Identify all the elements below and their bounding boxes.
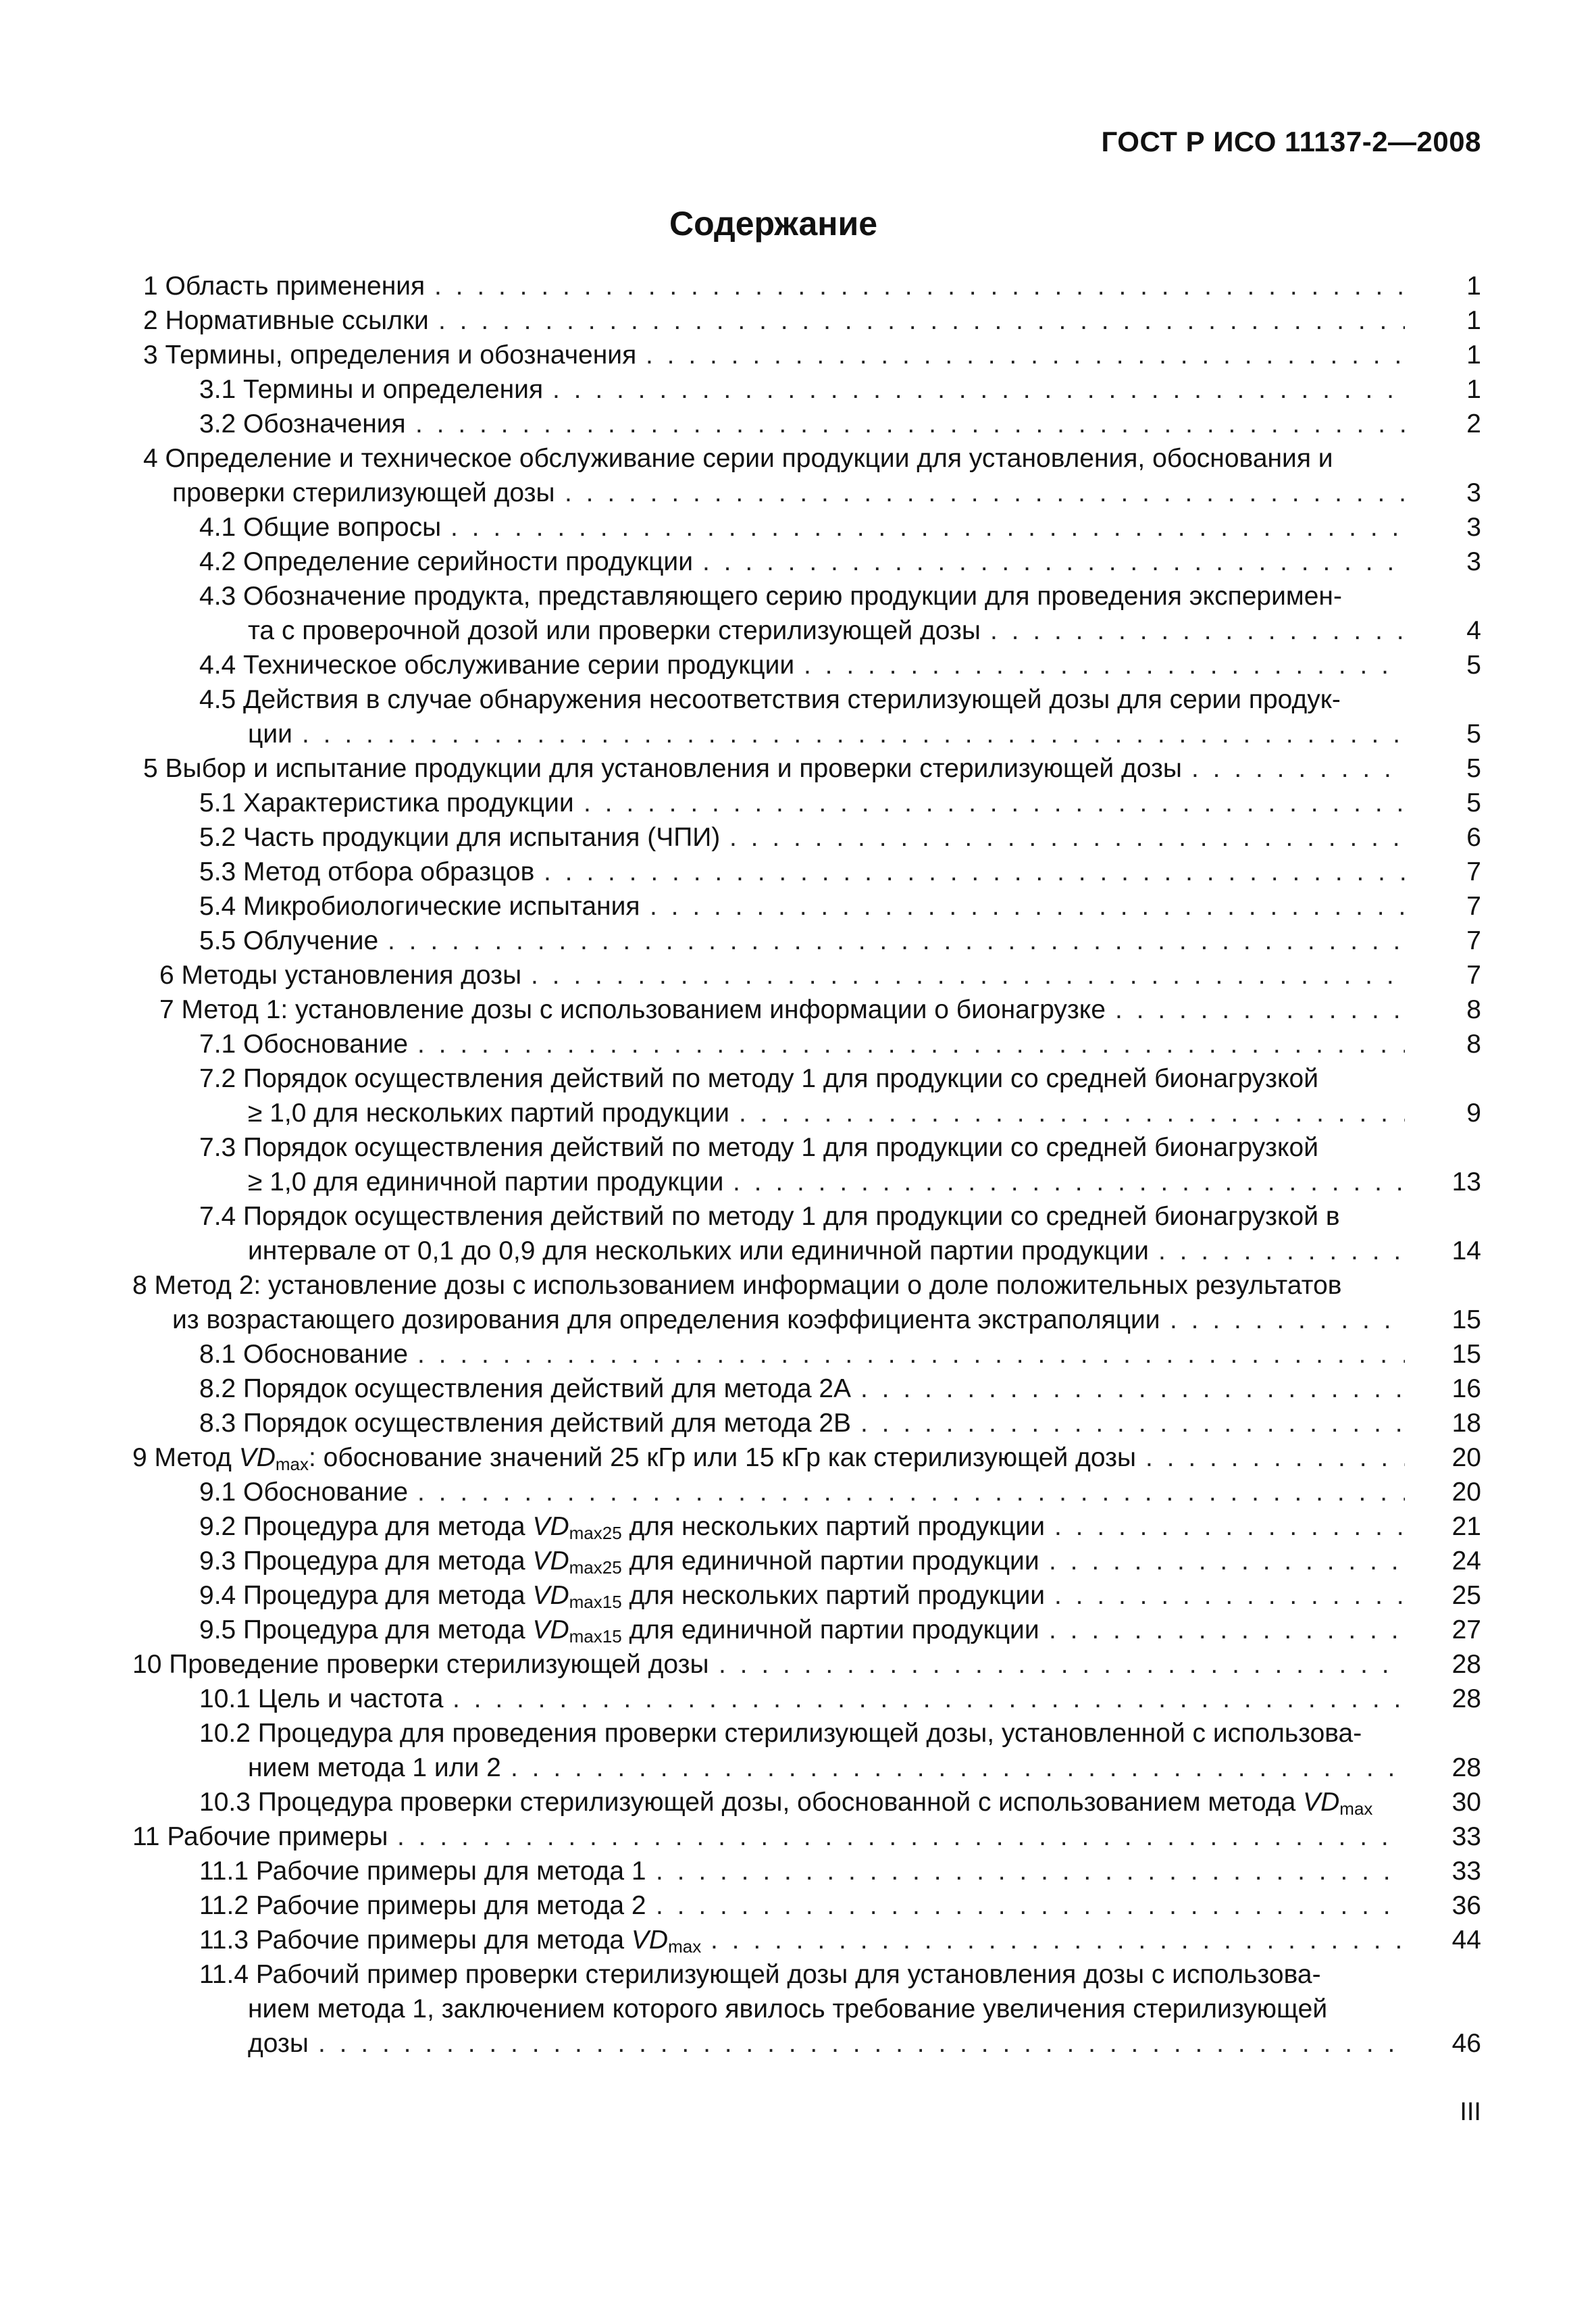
- dot-leader: [434, 269, 1405, 303]
- toc-entry-page: 1: [1466, 375, 1481, 404]
- toc-entry-page: 33: [1451, 1857, 1481, 1886]
- dot-leader: [453, 1682, 1405, 1716]
- toc-entry-title: 9.5 Процедура для метода $VD_{max15}$ для единичной партии продукции: [199, 1615, 1039, 1646]
- toc-entry[interactable]: [0, 407, 1596, 441]
- toc-entry[interactable]: [0, 1957, 1596, 1992]
- toc-entry[interactable]: [0, 648, 1596, 682]
- toc-entry[interactable]: [0, 1337, 1596, 1372]
- toc-entry-page: 7: [1466, 857, 1481, 886]
- page-number: III: [1460, 2098, 1481, 2126]
- toc-entry-title: ции: [248, 720, 292, 749]
- dot-leader: [415, 407, 1405, 441]
- toc-entry-page: 1: [1466, 306, 1481, 335]
- dot-leader: [711, 1923, 1405, 1957]
- toc-entry[interactable]: [0, 717, 1596, 751]
- dot-leader: [646, 338, 1405, 372]
- toc-entry-title: из возрастающего дозирования для определения коэффициента экстраполяции: [172, 1305, 1160, 1334]
- toc-entry-page: 3: [1466, 478, 1481, 507]
- dot-leader: [702, 545, 1405, 579]
- dot-leader: [1158, 1234, 1405, 1268]
- toc-entry-page: 6: [1466, 823, 1481, 852]
- toc-entry[interactable]: [0, 1992, 1596, 2026]
- toc-entry-page: 21: [1451, 1512, 1481, 1541]
- toc-entry-title: 11.1 Рабочие примеры для метода 1: [199, 1857, 646, 1886]
- toc-entry-title: 3 Термины, определения и обозначения: [143, 341, 637, 370]
- dot-leader: [552, 372, 1405, 407]
- toc-entry-page: 24: [1451, 1546, 1481, 1576]
- toc-entry-page: 3: [1466, 513, 1481, 542]
- dot-leader: [318, 2026, 1405, 2061]
- toc-entry[interactable]: [0, 1165, 1596, 1199]
- toc-entry-title: 3.2 Обозначения: [199, 409, 406, 438]
- toc-entry[interactable]: [0, 1509, 1596, 1544]
- toc-entry[interactable]: [0, 1268, 1596, 1303]
- toc-entry[interactable]: [0, 1923, 1596, 1957]
- toc-entry[interactable]: [0, 476, 1596, 510]
- toc-entry[interactable]: [0, 1096, 1596, 1130]
- toc-entry-title: 9 Метод $VD_{max}$: обоснование значений 25 кГр или 15 кГр как стерилизующей дозы: [132, 1443, 1136, 1474]
- toc-entry-title: 5.1 Характеристика продукции: [199, 788, 574, 818]
- toc-entry-title: ≥ 1,0 для единичной партии продукции: [248, 1167, 724, 1197]
- dot-leader: [860, 1372, 1405, 1406]
- dot-leader: [565, 476, 1405, 510]
- toc-entry-title: 4.5 Действия в случае обнаружения несоответствия стерилизующей дозы для серии продук-: [199, 685, 1341, 714]
- dot-leader: [531, 958, 1405, 992]
- toc-entry[interactable]: [0, 1372, 1596, 1406]
- toc-entry-page: 28: [1451, 1753, 1481, 1782]
- toc-entry-title: 5.2 Часть продукции для испытания (ЧПИ): [199, 823, 721, 852]
- toc-entry[interactable]: [0, 1406, 1596, 1440]
- toc-entry-page: 7: [1466, 926, 1481, 955]
- toc-entry-title: 10.2 Процедура для проведения проверки стерилизующей дозы, установленной с использова-: [199, 1719, 1362, 1748]
- dot-leader: [739, 1096, 1405, 1130]
- dot-leader: [990, 613, 1405, 648]
- toc-entry-page: 18: [1451, 1409, 1481, 1438]
- toc-entry[interactable]: [0, 1578, 1596, 1613]
- toc-entry-page: 3: [1466, 547, 1481, 576]
- toc-entry[interactable]: [0, 1061, 1596, 1096]
- dot-leader: [1115, 992, 1405, 1027]
- toc-entry[interactable]: [0, 269, 1596, 303]
- toc-entry[interactable]: [0, 338, 1596, 372]
- toc-entry[interactable]: [0, 1613, 1596, 1647]
- toc-entry-page: 5: [1466, 720, 1481, 749]
- toc-entry-title: 7.4 Порядок осуществления действий по методу 1 для продукции со средней бионагрузкой в: [199, 1202, 1340, 1231]
- toc-entry-page: 28: [1451, 1684, 1481, 1713]
- toc-entry-title: 4.3 Обозначение продукта, представляющего серию продукции для проведения эксперимен-: [199, 582, 1342, 611]
- dot-leader: [1145, 1440, 1405, 1475]
- toc-entry[interactable]: [0, 1682, 1596, 1716]
- toc-entry[interactable]: [0, 441, 1596, 476]
- toc-entry[interactable]: [0, 1027, 1596, 1061]
- toc-entry-page: 1: [1466, 341, 1481, 370]
- dot-leader: [1191, 751, 1405, 786]
- toc-entry-page: 13: [1451, 1167, 1481, 1197]
- toc-entry-title: 7.3 Порядок осуществления действий по методу 1 для продукции со средней бионагрузкой: [199, 1133, 1319, 1162]
- toc-entry[interactable]: [0, 1888, 1596, 1923]
- dot-leader: [804, 648, 1405, 682]
- toc-entry-page: 7: [1466, 892, 1481, 921]
- dot-leader: [544, 855, 1405, 889]
- toc-entry-title: 7.2 Порядок осуществления действий по методу 1 для продукции со средней бионагрузкой: [199, 1064, 1319, 1093]
- dot-leader: [656, 1888, 1405, 1923]
- toc-entry-page: 30: [1451, 1788, 1481, 1817]
- toc-entry[interactable]: [0, 372, 1596, 407]
- toc-entry-title: 10.1 Цель и частота: [199, 1684, 444, 1713]
- toc-entry-title: 3.1 Термины и определения: [199, 375, 544, 404]
- toc-entry[interactable]: [0, 1234, 1596, 1268]
- dot-leader: [417, 1027, 1405, 1061]
- toc-entry[interactable]: [0, 786, 1596, 820]
- toc-entry-title: 5 Выбор и испытание продукции для установления и проверки стерилизующей дозы: [143, 754, 1182, 783]
- toc-entry-title: 6 Методы установления дозы: [159, 961, 522, 990]
- dot-leader: [860, 1406, 1405, 1440]
- toc-entry-title: 9.1 Обоснование: [199, 1478, 409, 1507]
- dot-leader: [1049, 1613, 1405, 1647]
- toc-entry-title: 9.2 Процедура для метода $VD_{max25}$ для нескольких партий продукции: [199, 1512, 1046, 1543]
- toc-entry[interactable]: [0, 682, 1596, 717]
- toc-entry[interactable]: [0, 1854, 1596, 1888]
- toc-entry[interactable]: [0, 958, 1596, 992]
- toc-entry-page: 46: [1451, 2029, 1481, 2058]
- toc-entry-title: 7.1 Обоснование: [199, 1030, 409, 1059]
- toc-entry-page: 27: [1451, 1615, 1481, 1644]
- toc-entry-page: 36: [1451, 1891, 1481, 1920]
- toc-entry-page: 7: [1466, 961, 1481, 990]
- toc-entry-title: 11 Рабочие примеры: [132, 1822, 388, 1851]
- toc-entry-title: 4.2 Определение серийности продукции: [199, 547, 694, 576]
- dot-leader: [656, 1854, 1405, 1888]
- toc-entry-title: 4.4 Техническое обслуживание серии продукции: [199, 651, 795, 680]
- toc-entry-page: 33: [1451, 1822, 1481, 1851]
- toc-entry-title: 1 Область применения: [143, 272, 426, 301]
- dot-leader: [388, 924, 1405, 958]
- toc-entry[interactable]: [0, 992, 1596, 1027]
- toc-entry[interactable]: [0, 545, 1596, 579]
- toc-entry-title: нием метода 1 или 2: [248, 1753, 501, 1782]
- toc-entry-page: 16: [1451, 1374, 1481, 1403]
- dot-leader: [650, 889, 1405, 924]
- toc-entry[interactable]: [0, 855, 1596, 889]
- page-title: Содержание: [669, 205, 878, 243]
- toc-entry-page: 15: [1451, 1305, 1481, 1334]
- toc-entry-title: ≥ 1,0 для нескольких партий продукции: [248, 1099, 729, 1128]
- toc-entry-title: 5.5 Облучение: [199, 926, 379, 955]
- toc-entry[interactable]: [0, 1303, 1596, 1337]
- toc-entry-title: 9.4 Процедура для метода $VD_{max15}$ для нескольких партий продукции: [199, 1581, 1046, 1612]
- toc-entry-page: 5: [1466, 754, 1481, 783]
- toc-entry[interactable]: [0, 1716, 1596, 1751]
- toc-entry-title: нием метода 1, заключением которого явилось требование увеличения стерилизующей: [248, 1994, 1328, 2023]
- toc-entry-page: 9: [1466, 1099, 1481, 1128]
- toc-entry-title: 5.4 Микробиологические испытания: [199, 892, 640, 921]
- toc-entry[interactable]: [0, 1199, 1596, 1234]
- toc-entry-title: 11.2 Рабочие примеры для метода 2: [199, 1891, 646, 1920]
- toc-entry-title: проверки стерилизующей дозы: [172, 478, 555, 507]
- toc-entry-title: 9.3 Процедура для метода $VD_{max25}$ для единичной партии продукции: [199, 1546, 1039, 1578]
- toc-entry-title: 5.3 Метод отбора образцов: [199, 857, 535, 886]
- toc-entry-title: интервале от 0,1 до 0,9 для нескольких или единичной партии продукции: [248, 1236, 1149, 1265]
- toc-entry-title: 8 Метод 2: установление дозы с использованием информации о доле положительных результатов: [132, 1271, 1342, 1300]
- table-of-contents: [0, 269, 1596, 2061]
- toc-entry-page: 20: [1451, 1443, 1481, 1472]
- dot-leader: [417, 1337, 1405, 1372]
- dot-leader: [729, 820, 1405, 855]
- toc-entry-page: 15: [1451, 1340, 1481, 1369]
- dot-leader: [1054, 1509, 1405, 1544]
- toc-entry[interactable]: [0, 510, 1596, 545]
- toc-entry-page: 5: [1466, 788, 1481, 818]
- toc-entry[interactable]: [0, 2026, 1596, 2061]
- toc-entry-title: 7 Метод 1: установление дозы с использованием информации о бионагрузке: [159, 995, 1106, 1024]
- dot-leader: [511, 1751, 1405, 1785]
- dot-leader: [302, 717, 1405, 751]
- dot-leader: [584, 786, 1405, 820]
- toc-entry-page: 8: [1466, 1030, 1481, 1059]
- toc-entry-title: 2 Нормативные ссылки: [143, 306, 429, 335]
- toc-entry[interactable]: [0, 820, 1596, 855]
- toc-entry-title: 8.2 Порядок осуществления действий для метода 2А: [199, 1374, 852, 1403]
- toc-entry-page: 5: [1466, 651, 1481, 680]
- document-id: ГОСТ Р ИСО 11137-2—2008: [1101, 126, 1481, 157]
- toc-entry[interactable]: [0, 1819, 1596, 1854]
- toc-entry[interactable]: [0, 1440, 1596, 1475]
- toc-entry-page: 44: [1451, 1926, 1481, 1955]
- toc-entry-title: 8.3 Порядок осуществления действий для метода 2В: [199, 1409, 852, 1438]
- toc-entry[interactable]: [0, 1647, 1596, 1682]
- toc-entry-title: 11.4 Рабочий пример проверки стерилизующей дозы для установления дозы с использова-: [199, 1960, 1321, 1989]
- toc-entry-title: 8.1 Обоснование: [199, 1340, 409, 1369]
- dot-leader: [451, 510, 1405, 545]
- toc-entry-page: 25: [1451, 1581, 1481, 1610]
- toc-entry[interactable]: [0, 1544, 1596, 1578]
- toc-entry-title: 4 Определение и техническое обслуживание серии продукции для установления, обоснования и: [143, 444, 1333, 473]
- toc-entry-title: 10 Проведение проверки стерилизующей дозы: [132, 1650, 709, 1679]
- toc-entry-page: 2: [1466, 409, 1481, 438]
- toc-entry-title: та с проверочной дозой или проверки стерилизующей дозы: [248, 616, 981, 645]
- toc-entry[interactable]: [0, 889, 1596, 924]
- toc-entry-title: 4.1 Общие вопросы: [199, 513, 442, 542]
- toc-entry-page: 1: [1466, 272, 1481, 301]
- toc-entry-title: 10.3 Процедура проверки стерилизующей дозы, обоснованной с использованием метода $VD_{max}$: [199, 1788, 1373, 1819]
- toc-entry-page: 20: [1451, 1478, 1481, 1507]
- toc-entry[interactable]: [0, 1130, 1596, 1165]
- toc-entry[interactable]: [0, 1475, 1596, 1509]
- toc-entry[interactable]: [0, 1751, 1596, 1785]
- dot-leader: [417, 1475, 1405, 1509]
- dot-leader: [397, 1819, 1405, 1854]
- toc-entry[interactable]: [0, 751, 1596, 786]
- toc-entry[interactable]: [0, 924, 1596, 958]
- dot-leader: [438, 303, 1405, 338]
- toc-entry-title: 11.3 Рабочие примеры для метода $VD_{max}$: [199, 1926, 702, 1957]
- dot-leader: [719, 1647, 1405, 1682]
- toc-entry[interactable]: [0, 1785, 1596, 1819]
- dot-leader: [1054, 1578, 1405, 1613]
- toc-entry-page: 4: [1466, 616, 1481, 645]
- dot-leader: [733, 1165, 1405, 1199]
- toc-entry-title: дозы: [248, 2029, 309, 2058]
- dot-leader: [1170, 1303, 1405, 1337]
- toc-entry[interactable]: [0, 613, 1596, 648]
- toc-entry-page: 8: [1466, 995, 1481, 1024]
- toc-entry[interactable]: [0, 579, 1596, 613]
- toc-entry[interactable]: [0, 303, 1596, 338]
- toc-entry-page: 14: [1451, 1236, 1481, 1265]
- dot-leader: [1049, 1544, 1405, 1578]
- toc-entry-page: 28: [1451, 1650, 1481, 1679]
